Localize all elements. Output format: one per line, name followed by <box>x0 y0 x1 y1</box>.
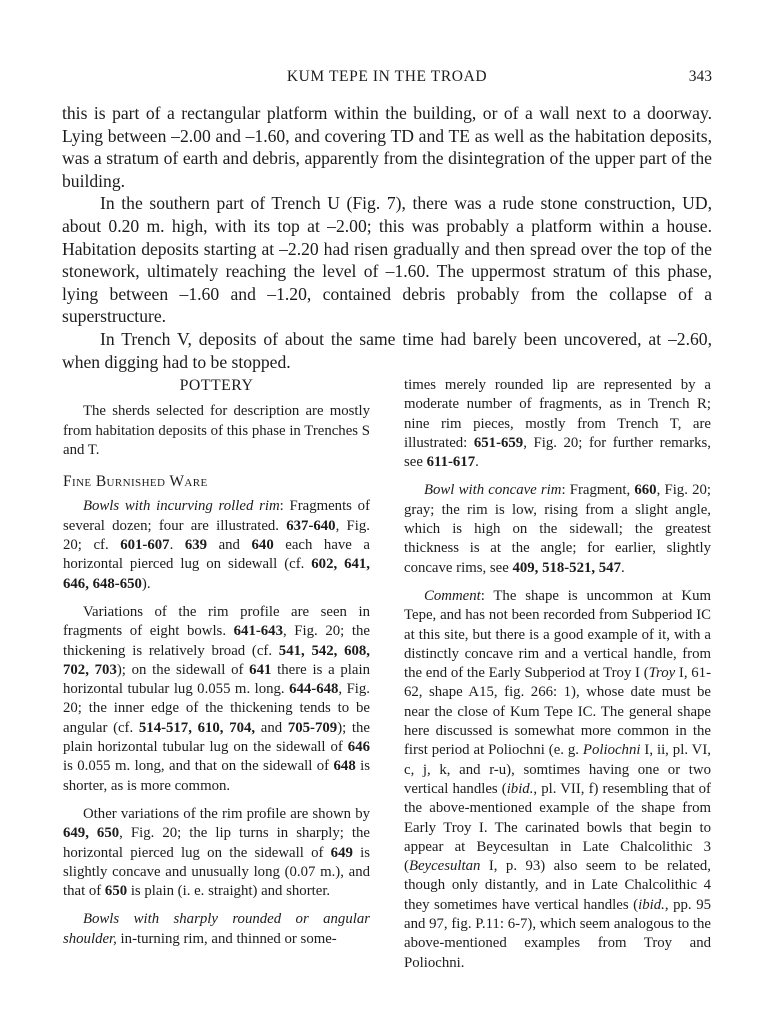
citation-title: Beycesultan <box>408 858 481 875</box>
text-run: : Fragment, <box>561 482 635 499</box>
text-run: , Fig. 20; for further remarks, see <box>404 434 711 471</box>
text-run: is slightly concave and unusually long (0.07 m.), and that of <box>63 844 370 900</box>
catalog-ref: 611-617 <box>426 454 476 471</box>
catalog-ref: 646 <box>347 739 370 756</box>
paragraph-other-variations <box>63 805 370 901</box>
text-run: ); the plain horizontal tubular lug on the sidewall of <box>63 719 370 756</box>
intro-paragraph-1: this is part of a rectangular platform within the building, or of a wall next to a doorway. Lying between –2.00 and –1.60, and covering TD and TE as well as the habitation deposits, was a stratum of earth and debris, apparently from the disintegration of the upper part of the building. <box>62 103 712 191</box>
catalog-ref: 541, 542, 608, 702, 703 <box>63 642 370 678</box>
text-run: : The shape is uncommon at Kum Tepe, and has not been recorded from Subperiod IC at this site, but there is a good example of it, with a distinctly concave rim and a vertical handle, from the end of the Early Subperiod at Troy I ( <box>404 587 711 682</box>
intro-paragraph-2: In the southern part of Trench U (Fig. 7), there was a rude stone construction, UD, about 0.20 m. high, with its top at –2.00; this was probably a platform within a house. Habitation deposits starting at –2.20 had risen gradually and then spread over the top of the stonework, ultimately reaching the level of –1.60. The uppermost stratum of this phase, lying between –1.60 and –1.20, contained debris probably from the collapse of a superstructure. <box>62 193 712 327</box>
section-heading-pottery: POTTERY <box>179 377 254 394</box>
text-run: , pp. 95 and 97, fig. P.11: 6-7), which seem analogous to the above-mentioned examples from Troy and Poliochni. <box>404 896 712 971</box>
text-run: is plain (i. e. straight) and shorter. <box>127 883 331 900</box>
catalog-ref: 409, 518-521, 547 <box>512 559 621 576</box>
text-run: , Fig. 20; the lip turns in sharply; the horizontal pierced lug on the sidewall of <box>63 825 370 861</box>
text-run: each have a horizontal pierced lug on sidewall (cf. <box>63 537 370 573</box>
catalog-ref: 648 <box>333 758 356 775</box>
text-run: there is a plain horizontal tubular lug 0.055 m. long. <box>63 661 370 698</box>
pottery-lead-paragraph: The sherds selected for description are mostly from habitation deposits of this phase in Trenches S and T. <box>63 403 370 458</box>
catalog-ref: 650 <box>104 883 128 900</box>
text-run: Variations of the rim profile are seen in fragments of eight bowls. <box>63 603 370 640</box>
catalog-ref: 641 <box>249 661 272 678</box>
text-run: times merely rounded lip are represented by a moderate number of fragments, as in Trench R; nine rim pieces, mostly from Trench T, are illustrated: <box>404 377 711 451</box>
catalog-ref: 641-643 <box>233 623 283 640</box>
catalog-ref: 644-648 <box>289 681 339 698</box>
text-run: I, 61-62, shape A15, fig. 266: 1), whose date must be near the close of Kum Tepe IC. The general shape here discussed is somewhat more common in the first period at Poliochni (e. g. <box>404 665 711 759</box>
catalog-ref: 637-640 <box>286 517 336 534</box>
left-column <box>63 376 370 958</box>
subheading-fine-burnished-ware: Fine Burnished Ware <box>63 473 208 491</box>
text-run: ); on the sidewall of <box>116 661 250 678</box>
text-run: , Fig. 20; cf. <box>63 517 370 554</box>
paragraph-comment <box>404 587 711 973</box>
text-run: . <box>169 537 185 554</box>
citation-title: Troy <box>648 665 676 682</box>
italic-label: Bowl with concave rim <box>424 482 562 499</box>
text-run: . <box>620 559 625 576</box>
citation-title: ibid. <box>506 780 534 797</box>
catalog-ref: 649, 650 <box>63 825 120 842</box>
catalog-ref: 601-607 <box>120 537 170 554</box>
citation-title: Poliochni <box>582 742 641 759</box>
catalog-ref: 660 <box>634 482 657 499</box>
page-number: 343 <box>688 68 712 85</box>
catalog-ref: 639 <box>184 537 208 554</box>
text-run: . <box>475 454 479 471</box>
running-title: KUM TEPE IN THE TROAD <box>286 68 488 85</box>
intro-paragraph-3: In Trench V, deposits of about the same time had barely been uncovered, at –2.60, when digging had to be stopped. <box>62 328 712 372</box>
italic-label: Comment <box>424 587 481 604</box>
text-run: , pl. VII, f) resembling that of the above-mentioned example of the shape from Early Troy I. The carinated bowls that begin to appear at Beycesultan in Late Chalcolithic 3 ( <box>404 780 711 875</box>
running-head <box>62 68 712 90</box>
text-run: Other variations of the rim profile are shown by <box>83 805 370 822</box>
paragraph-angular-shoulder <box>63 910 370 949</box>
paragraph-incurving-rim <box>63 497 370 593</box>
citation-title: ibid. <box>638 896 665 913</box>
catalog-ref: 514-517, 610, 704, <box>138 719 256 736</box>
paragraph-rim-pieces <box>404 376 711 472</box>
italic-label: Bowls with incurving rolled rim <box>83 498 280 515</box>
text-run: is shorter, as is more common. <box>63 758 370 794</box>
text-run: , Fig. 20; the thickening is relatively broad (cf. <box>63 623 370 659</box>
text-run: and <box>207 537 252 554</box>
text-run: , Fig. 20; the inner edge of the thickening tends to be angular (cf. <box>63 681 371 736</box>
text-run: ). <box>141 575 151 592</box>
right-column <box>404 376 711 982</box>
text-run: I, p. 93) also seem to be related, though only distantly, and in Late Chalcolithic 4 they sometimes have vertical handles ( <box>404 858 711 913</box>
text-run: I, ii, pl. VI, c, j, k, and r-u), somtimes having one or two vertical handles ( <box>404 742 711 797</box>
catalog-ref: 651-659 <box>473 434 524 451</box>
catalog-ref: 649 <box>330 844 353 861</box>
text-run: in-turning rim, and thinned or some- <box>116 930 337 947</box>
catalog-ref: 640 <box>251 537 274 554</box>
paragraph-rim-variations <box>63 603 370 796</box>
catalog-ref: 602, 641, 646, 648-650 <box>63 556 370 592</box>
text-run: : Fragments of several dozen; four are illustrated. <box>63 498 370 534</box>
text-run: , Fig. 20; gray; the rim is low, rising from a slight angle, which is high on the sidewall; the greatest thickness is at the angle; for earlier, slightly concave rims, see <box>404 482 711 576</box>
intro-text <box>62 102 712 373</box>
text-run: is 0.055 m. long, and that on the sidewall of <box>63 758 334 775</box>
paragraph-concave-rim <box>404 481 711 577</box>
italic-label: Bowls with sharply rounded or angular shoulder, <box>63 911 370 947</box>
catalog-ref: 705-709 <box>287 719 338 736</box>
text-run: and <box>255 719 288 736</box>
